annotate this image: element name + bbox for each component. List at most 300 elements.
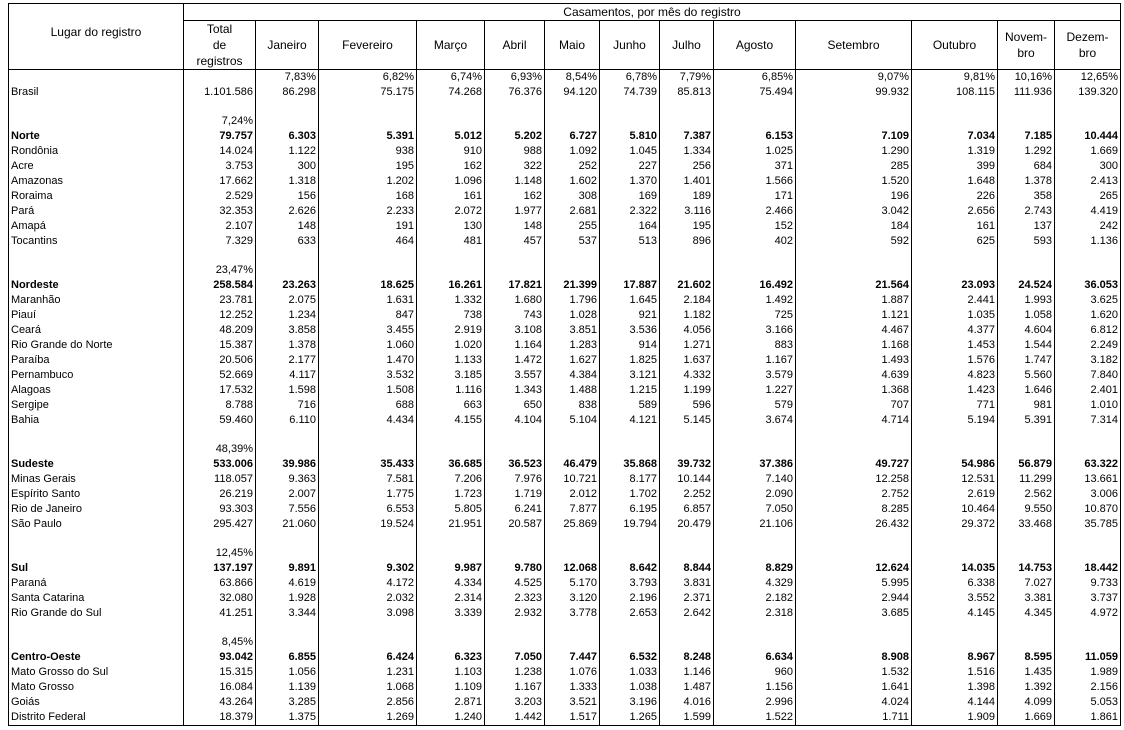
month-cell: 4.332 — [660, 368, 714, 383]
month-cell: 14.753 — [998, 561, 1055, 576]
month-cell: 1.631 — [319, 293, 417, 308]
table-row — [9, 308, 1121, 323]
row-total-cell — [184, 621, 256, 635]
header-month-12 — [1055, 21, 1121, 70]
month-cell: 1.148 — [485, 174, 545, 189]
row-name-cell: Distrito Federal — [9, 710, 184, 726]
month-cell: 4.334 — [417, 576, 485, 591]
month-cell: 265 — [1055, 189, 1121, 204]
month-cell: 1.136 — [1055, 234, 1121, 249]
table-row — [9, 383, 1121, 398]
month-cell: 4.329 — [714, 576, 796, 591]
month-cell: 3.858 — [256, 323, 319, 338]
month-cell — [319, 546, 417, 561]
row-total-cell — [184, 428, 256, 442]
month-cell: 36.685 — [417, 457, 485, 472]
month-cell: 7.581 — [319, 472, 417, 487]
month-cell: 684 — [998, 159, 1055, 174]
month-cell — [1055, 635, 1121, 650]
month-cell: 195 — [660, 219, 714, 234]
month-cell: 707 — [796, 398, 912, 413]
month-cell: 1.265 — [600, 710, 660, 726]
month-cell: 1.401 — [660, 174, 714, 189]
month-cell: 75.175 — [319, 85, 417, 100]
row-name-cell: Tocantins — [9, 234, 184, 249]
month-cell — [545, 635, 600, 650]
month-cell — [714, 100, 796, 114]
header-month-7 — [660, 21, 714, 70]
month-cell: 6.857 — [660, 502, 714, 517]
month-cell: 650 — [485, 398, 545, 413]
row-total-cell: 17.532 — [184, 383, 256, 398]
month-cell: 12.258 — [796, 472, 912, 487]
row-name-cell — [9, 442, 184, 457]
month-cell: 1.723 — [417, 487, 485, 502]
month-cell: 6.812 — [1055, 323, 1121, 338]
month-cell: 46.479 — [545, 457, 600, 472]
month-cell: 7.109 — [796, 129, 912, 144]
month-cell: 308 — [545, 189, 600, 204]
month-cell: 111.936 — [998, 85, 1055, 100]
month-cell: 2.944 — [796, 591, 912, 606]
month-cell — [417, 249, 485, 263]
header-month-12-line: bro — [1078, 46, 1097, 60]
month-cell — [417, 100, 485, 114]
month-cell: 1.775 — [319, 487, 417, 502]
table-row — [9, 323, 1121, 338]
row-name-cell: Goiás — [9, 695, 184, 710]
month-cell: 1.435 — [998, 665, 1055, 680]
month-cell: 1.010 — [1055, 398, 1121, 413]
month-cell — [485, 635, 545, 650]
month-cell: 6.338 — [912, 576, 998, 591]
month-cell — [417, 428, 485, 442]
header-month-3-line: Março — [433, 38, 468, 52]
month-cell: 191 — [319, 219, 417, 234]
row-name-cell: Nordeste — [9, 278, 184, 293]
month-cell — [545, 428, 600, 442]
month-cell: 18.625 — [319, 278, 417, 293]
month-cell — [319, 442, 417, 457]
row-total-cell: 79.757 — [184, 129, 256, 144]
month-cell: 2.322 — [600, 204, 660, 219]
month-cell — [912, 263, 998, 278]
month-cell: 2.619 — [912, 487, 998, 502]
header-month-6 — [600, 21, 660, 70]
header-month-5 — [545, 21, 600, 70]
row-total-cell: 15.315 — [184, 665, 256, 680]
month-cell: 2.932 — [485, 606, 545, 621]
month-cell: 464 — [319, 234, 417, 249]
month-cell: 1.669 — [1055, 144, 1121, 159]
month-cell — [319, 635, 417, 650]
table-row — [9, 398, 1121, 413]
month-cell — [1055, 546, 1121, 561]
month-cell — [256, 635, 319, 650]
row-name-cell: Amazonas — [9, 174, 184, 189]
month-cell: 1.378 — [998, 174, 1055, 189]
month-cell: 54.986 — [912, 457, 998, 472]
month-cell: 8.829 — [714, 561, 796, 576]
table-row — [9, 174, 1121, 189]
row-name-cell — [9, 114, 184, 129]
month-cell: 8.642 — [600, 561, 660, 576]
month-cell: 3.116 — [660, 204, 714, 219]
month-cell: 1.215 — [600, 383, 660, 398]
month-cell — [796, 263, 912, 278]
row-total-cell — [184, 100, 256, 114]
month-cell: 6.727 — [545, 129, 600, 144]
month-cell: 4.144 — [912, 695, 998, 710]
row-name-cell — [9, 100, 184, 114]
row-total-cell — [184, 70, 256, 86]
month-cell: 1.516 — [912, 665, 998, 680]
month-cell: 1.343 — [485, 383, 545, 398]
month-cell: 161 — [912, 219, 998, 234]
month-cell — [998, 100, 1055, 114]
month-cell: 7.447 — [545, 650, 600, 665]
header-total-line: Total — [206, 22, 233, 36]
month-cell: 4.345 — [998, 606, 1055, 621]
month-cell — [1055, 442, 1121, 457]
month-cell: 169 — [600, 189, 660, 204]
month-cell — [1055, 428, 1121, 442]
month-cell — [796, 635, 912, 650]
region-row — [9, 457, 1121, 472]
month-cell: 593 — [998, 234, 1055, 249]
month-cell — [796, 100, 912, 114]
month-cell: 9.550 — [998, 502, 1055, 517]
month-cell — [998, 532, 1055, 546]
month-cell: 743 — [485, 308, 545, 323]
month-cell: 5.053 — [1055, 695, 1121, 710]
month-cell: 10.870 — [1055, 502, 1121, 517]
header-month-8-line: Agosto — [735, 38, 774, 52]
month-cell: 1.199 — [660, 383, 714, 398]
month-cell: 1.368 — [796, 383, 912, 398]
month-cell: 2.012 — [545, 487, 600, 502]
month-cell: 171 — [714, 189, 796, 204]
month-cell — [714, 621, 796, 635]
month-cell: 1.627 — [545, 353, 600, 368]
row-name-cell: Brasil — [9, 85, 184, 100]
month-cell: 4.384 — [545, 368, 600, 383]
month-cell: 1.861 — [1055, 710, 1121, 726]
month-cell: 1.045 — [600, 144, 660, 159]
table-row — [9, 606, 1121, 621]
month-cell — [319, 532, 417, 546]
month-cell: 23.093 — [912, 278, 998, 293]
table-row — [9, 665, 1121, 680]
month-cell — [660, 635, 714, 650]
row-name-cell: Santa Catarina — [9, 591, 184, 606]
month-cell: 2.249 — [1055, 338, 1121, 353]
month-cell: 195 — [319, 159, 417, 174]
month-cell: 1.532 — [796, 665, 912, 680]
month-cell: 3.381 — [998, 591, 1055, 606]
month-cell: 1.109 — [417, 680, 485, 695]
month-cell — [600, 442, 660, 457]
row-name-cell — [9, 546, 184, 561]
table-row — [9, 517, 1121, 532]
month-cell: 1.318 — [256, 174, 319, 189]
month-cell: 1.375 — [256, 710, 319, 726]
month-cell — [796, 546, 912, 561]
month-cell: 1.453 — [912, 338, 998, 353]
row-name-cell: Mato Grosso do Sul — [9, 665, 184, 680]
header-group-title: Casamentos, por mês do registro — [184, 4, 1121, 21]
month-cell — [714, 428, 796, 442]
month-cell — [660, 532, 714, 546]
table-row — [9, 472, 1121, 487]
row-name-cell: Paraíba — [9, 353, 184, 368]
row-total-cell: 8.788 — [184, 398, 256, 413]
month-cell: 226 — [912, 189, 998, 204]
month-cell: 5.012 — [417, 129, 485, 144]
month-cell: 8.967 — [912, 650, 998, 665]
row-total-cell: 118.057 — [184, 472, 256, 487]
month-cell — [998, 635, 1055, 650]
row-total-cell: 48.209 — [184, 323, 256, 338]
month-cell — [417, 635, 485, 650]
month-cell: 3.196 — [600, 695, 660, 710]
row-name-cell — [9, 263, 184, 278]
month-cell: 12.068 — [545, 561, 600, 576]
month-cell: 36.523 — [485, 457, 545, 472]
month-cell: 1.283 — [545, 338, 600, 353]
month-cell — [485, 100, 545, 114]
month-cell: 2.156 — [1055, 680, 1121, 695]
month-cell: 3.778 — [545, 606, 600, 621]
month-cell — [256, 114, 319, 129]
month-cell: 3.285 — [256, 695, 319, 710]
month-cell: 8.248 — [660, 650, 714, 665]
month-cell: 5.391 — [998, 413, 1055, 428]
month-cell: 7.976 — [485, 472, 545, 487]
month-cell: 6.323 — [417, 650, 485, 665]
month-cell: 2.182 — [714, 591, 796, 606]
row-total-cell: 59.460 — [184, 413, 256, 428]
month-cell — [600, 428, 660, 442]
month-cell: 6,93% — [485, 70, 545, 86]
month-cell: 1.520 — [796, 174, 912, 189]
row-total-cell: 533.006 — [184, 457, 256, 472]
month-cell: 2.090 — [714, 487, 796, 502]
month-cell: 1.825 — [600, 353, 660, 368]
month-cell — [600, 263, 660, 278]
month-cell: 1.167 — [485, 680, 545, 695]
month-cell: 322 — [485, 159, 545, 174]
month-cell: 3.521 — [545, 695, 600, 710]
month-cell: 5.202 — [485, 129, 545, 144]
month-cell: 2.318 — [714, 606, 796, 621]
month-cell: 2.626 — [256, 204, 319, 219]
month-cell: 3.831 — [660, 576, 714, 591]
month-cell: 1.488 — [545, 383, 600, 398]
month-cell: 6.424 — [319, 650, 417, 665]
row-total-cell: 17.662 — [184, 174, 256, 189]
region-row — [9, 561, 1121, 576]
month-cell — [660, 114, 714, 129]
row-total-cell: 93.303 — [184, 502, 256, 517]
month-cell: 4.056 — [660, 323, 714, 338]
month-cell: 1.182 — [660, 308, 714, 323]
month-cell: 1.620 — [1055, 308, 1121, 323]
month-cell: 168 — [319, 189, 417, 204]
month-cell: 1.719 — [485, 487, 545, 502]
month-cell — [912, 114, 998, 129]
month-cell: 4.377 — [912, 323, 998, 338]
month-cell: 9.987 — [417, 561, 485, 576]
month-cell: 3.737 — [1055, 591, 1121, 606]
month-cell: 2.441 — [912, 293, 998, 308]
month-cell — [256, 532, 319, 546]
month-cell: 2.562 — [998, 487, 1055, 502]
month-cell: 3.098 — [319, 606, 417, 621]
month-cell: 4.972 — [1055, 606, 1121, 621]
month-cell: 7.387 — [660, 129, 714, 144]
month-cell: 596 — [660, 398, 714, 413]
month-cell: 4.016 — [660, 695, 714, 710]
month-cell — [1055, 114, 1121, 129]
month-cell: 12.531 — [912, 472, 998, 487]
month-cell: 152 — [714, 219, 796, 234]
month-cell: 371 — [714, 159, 796, 174]
month-cell: 938 — [319, 144, 417, 159]
month-cell: 162 — [485, 189, 545, 204]
month-cell — [600, 249, 660, 263]
row-total-cell: 23.781 — [184, 293, 256, 308]
month-cell: 1.702 — [600, 487, 660, 502]
row-total-cell: 12,45% — [184, 546, 256, 561]
month-cell: 4.467 — [796, 323, 912, 338]
month-cell: 1.035 — [912, 308, 998, 323]
month-cell: 12.624 — [796, 561, 912, 576]
month-cell: 4.121 — [600, 413, 660, 428]
month-cell: 4.145 — [912, 606, 998, 621]
month-cell: 12,65% — [1055, 70, 1121, 86]
month-cell: 2.072 — [417, 204, 485, 219]
month-cell — [912, 621, 998, 635]
month-cell: 1.645 — [600, 293, 660, 308]
month-cell: 1.092 — [545, 144, 600, 159]
month-cell: 1.508 — [319, 383, 417, 398]
row-total-cell: 3.753 — [184, 159, 256, 174]
month-cell: 1.033 — [600, 665, 660, 680]
month-cell — [998, 442, 1055, 457]
month-cell — [485, 249, 545, 263]
month-cell: 1.240 — [417, 710, 485, 726]
month-cell: 738 — [417, 308, 485, 323]
month-cell: 86.298 — [256, 85, 319, 100]
month-cell: 1.139 — [256, 680, 319, 695]
header-month-10-line: Outubro — [932, 38, 977, 52]
month-cell: 94.120 — [545, 85, 600, 100]
month-cell: 883 — [714, 338, 796, 353]
month-cell: 8.844 — [660, 561, 714, 576]
month-cell: 5.170 — [545, 576, 600, 591]
month-cell — [660, 546, 714, 561]
month-cell: 148 — [256, 219, 319, 234]
month-cell: 1.269 — [319, 710, 417, 726]
month-cell: 1.038 — [600, 680, 660, 695]
month-cell: 137 — [998, 219, 1055, 234]
table-row — [9, 234, 1121, 249]
row-total-cell: 32.080 — [184, 591, 256, 606]
month-cell: 3.182 — [1055, 353, 1121, 368]
month-cell: 9.363 — [256, 472, 319, 487]
row-total-cell: 7.329 — [184, 234, 256, 249]
month-cell: 156 — [256, 189, 319, 204]
month-cell: 1.231 — [319, 665, 417, 680]
month-cell: 108.115 — [912, 85, 998, 100]
month-cell: 10.721 — [545, 472, 600, 487]
month-cell: 402 — [714, 234, 796, 249]
month-cell — [485, 532, 545, 546]
percent-row — [9, 635, 1121, 650]
month-cell: 2.743 — [998, 204, 1055, 219]
month-cell: 358 — [998, 189, 1055, 204]
month-cell: 13.661 — [1055, 472, 1121, 487]
header-month-11-line: Novem- — [1004, 30, 1047, 44]
row-name-cell: Pernambuco — [9, 368, 184, 383]
month-cell: 3.552 — [912, 591, 998, 606]
month-cell — [417, 546, 485, 561]
header-month-1 — [256, 21, 319, 70]
month-cell: 2.856 — [319, 695, 417, 710]
month-cell — [660, 263, 714, 278]
month-cell: 513 — [600, 234, 660, 249]
row-total-cell: 2.529 — [184, 189, 256, 204]
month-cell: 3.851 — [545, 323, 600, 338]
month-cell: 39.986 — [256, 457, 319, 472]
month-cell — [1055, 100, 1121, 114]
month-cell: 17.821 — [485, 278, 545, 293]
month-cell: 1.993 — [998, 293, 1055, 308]
month-cell: 9.891 — [256, 561, 319, 576]
month-cell: 7,79% — [660, 70, 714, 86]
month-cell: 5.810 — [600, 129, 660, 144]
month-cell — [256, 546, 319, 561]
month-cell: 910 — [417, 144, 485, 159]
row-total-cell: 14.024 — [184, 144, 256, 159]
header-month-4 — [485, 21, 545, 70]
month-cell: 5.145 — [660, 413, 714, 428]
header-month-6-line: Junho — [613, 38, 646, 52]
month-cell: 4.155 — [417, 413, 485, 428]
month-cell: 74.739 — [600, 85, 660, 100]
month-cell: 3.339 — [417, 606, 485, 621]
spacer-row — [9, 532, 1121, 546]
month-cell: 3.185 — [417, 368, 485, 383]
header-month-11 — [998, 21, 1055, 70]
month-cell: 11.299 — [998, 472, 1055, 487]
month-cell — [417, 114, 485, 129]
month-cell: 1.121 — [796, 308, 912, 323]
month-cell: 771 — [912, 398, 998, 413]
month-cell: 20.587 — [485, 517, 545, 532]
month-cell: 2.681 — [545, 204, 600, 219]
month-cell: 74.268 — [417, 85, 485, 100]
month-cell: 457 — [485, 234, 545, 249]
row-total-cell: 8,45% — [184, 635, 256, 650]
month-cell — [660, 621, 714, 635]
table-row — [9, 353, 1121, 368]
month-cell: 2.656 — [912, 204, 998, 219]
month-cell: 2.032 — [319, 591, 417, 606]
month-cell: 256 — [660, 159, 714, 174]
row-name-cell: Norte — [9, 129, 184, 144]
